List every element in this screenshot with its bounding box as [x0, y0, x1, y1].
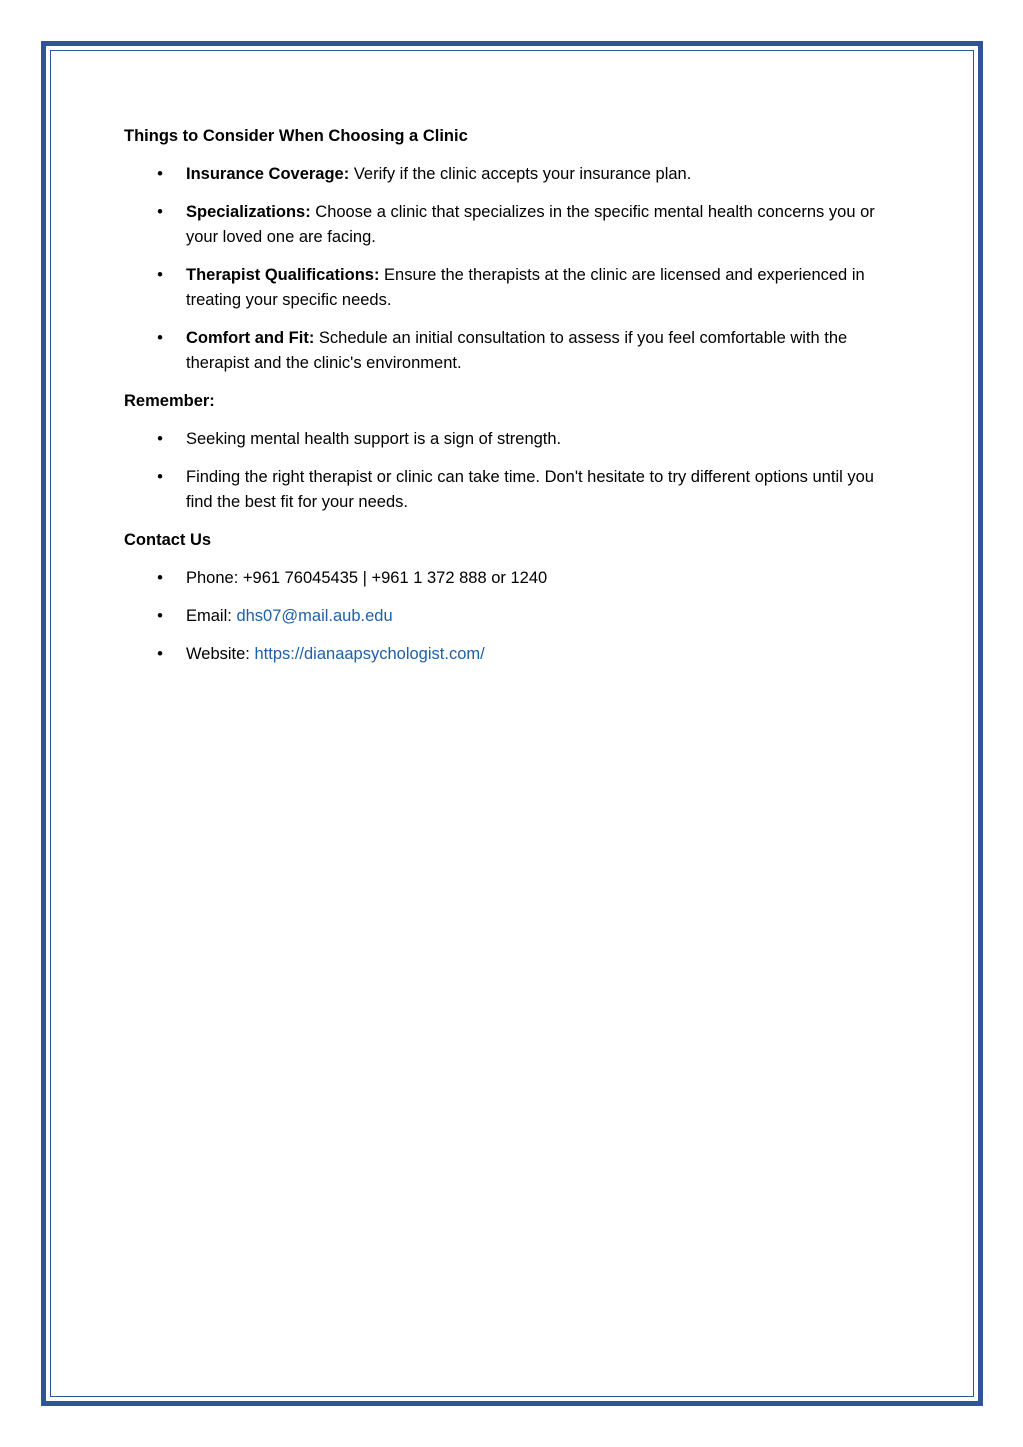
contact-phone — [124, 566, 904, 591]
item-text: Choose a clinic that specializes in the specific mental health concerns you or your loved one are facing. — [186, 203, 875, 246]
item-lead: Specializations: — [186, 203, 311, 221]
section-heading-contact: Contact Us — [124, 531, 212, 549]
contact-website — [124, 642, 904, 667]
section-heading-remember: Remember: — [124, 392, 215, 410]
bullet-icon: • — [157, 645, 163, 663]
bullet-icon: • — [157, 430, 163, 448]
email-link[interactable]: dhs07@mail.aub.edu — [236, 607, 393, 625]
item-lead: Insurance Coverage: — [186, 165, 350, 183]
considerations-list — [124, 162, 904, 376]
item-text: Verify if the clinic accepts your insurance plan. — [349, 165, 692, 183]
bullet-icon: • — [157, 607, 163, 625]
bullet-icon: • — [157, 569, 163, 587]
bullet-icon: • — [157, 266, 163, 284]
section-heading-considerations: Things to Consider When Choosing a Clinic — [124, 127, 468, 145]
item-text: Ensure the therapists at the clinic are licensed and experienced in treating your specific needs. — [186, 266, 865, 309]
item-lead: Comfort and Fit: — [186, 329, 315, 347]
item-lead: Therapist Qualifications: — [186, 266, 380, 284]
list-item — [124, 427, 904, 452]
phone-text: Phone: +961 76045435 | +961 1 372 888 or 1240 — [186, 569, 548, 587]
bullet-icon: • — [157, 468, 163, 486]
website-label: Website: — [186, 645, 255, 663]
list-item — [124, 326, 904, 376]
list-item — [124, 200, 904, 250]
bullet-icon: • — [157, 329, 163, 347]
email-label: Email: — [186, 607, 237, 625]
website-link[interactable]: https://dianaapsychologist.com/ — [254, 645, 485, 663]
bullet-icon: • — [157, 165, 163, 183]
document-content — [124, 124, 904, 680]
item-text: Schedule an initial consultation to assess if you feel comfortable with the therapist and the clinic's environment. — [186, 329, 848, 372]
bullet-icon: • — [157, 203, 163, 221]
item-text: Seeking mental health support is a sign of strength. — [186, 430, 562, 448]
contact-list — [124, 566, 904, 667]
list-item — [124, 263, 904, 313]
item-text: Finding the right therapist or clinic can take time. Don't hesitate to try different options until you find the best fit for your needs. — [186, 468, 874, 511]
list-item — [124, 162, 904, 187]
remember-list — [124, 427, 904, 515]
list-item — [124, 465, 904, 515]
contact-email — [124, 604, 904, 629]
